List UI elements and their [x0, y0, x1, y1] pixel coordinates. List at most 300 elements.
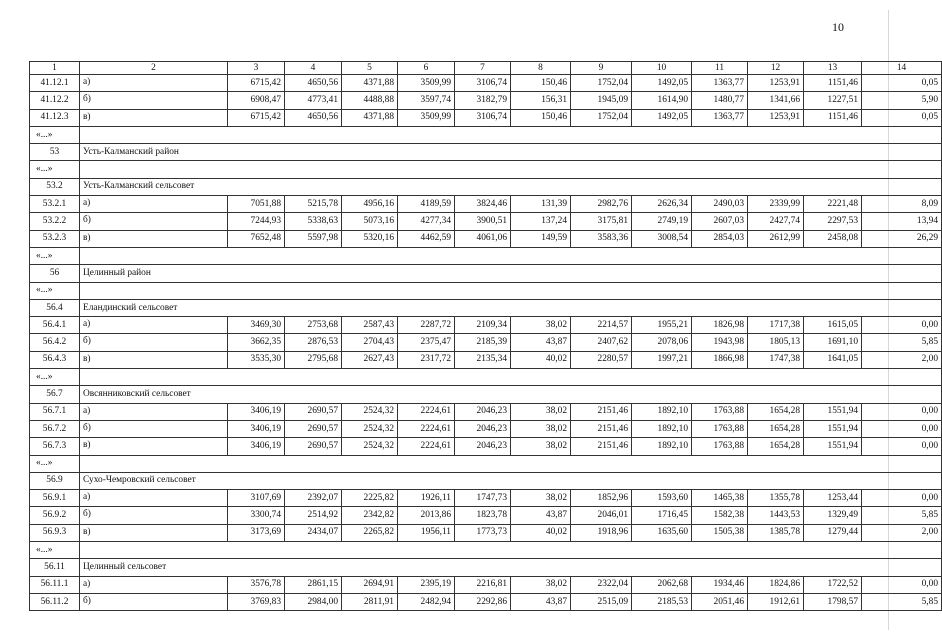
- value-cell: 2185,39: [455, 334, 511, 351]
- value-cell: 131,39: [511, 196, 571, 213]
- table-row: [30, 507, 942, 524]
- value-cell: 2407,62: [571, 334, 632, 351]
- table-row: [30, 593, 942, 610]
- ellipsis-row: [30, 369, 942, 386]
- value-cell: 3576,78: [228, 576, 285, 593]
- value-cell: 2046,23: [455, 403, 511, 420]
- value-cell: 1717,38: [748, 317, 804, 334]
- value-cell: 3769,83: [228, 593, 285, 610]
- value-cell: 149,59: [511, 230, 571, 247]
- section-label: Овсянниковский сельсовет: [80, 386, 942, 403]
- value-cell: 3008,54: [632, 230, 692, 247]
- value-cell: 3300,74: [228, 507, 285, 524]
- ellipsis-row: [30, 126, 942, 143]
- value-cell: 2811,91: [342, 593, 398, 610]
- value-cell: 1997,21: [632, 351, 692, 368]
- value-cell: 38,02: [511, 576, 571, 593]
- value-cell: 3106,74: [455, 109, 511, 126]
- value-cell: 38,02: [511, 490, 571, 507]
- value-cell: 2342,82: [342, 507, 398, 524]
- value-cell: 1945,09: [571, 92, 632, 109]
- value-cell: 1635,60: [632, 524, 692, 541]
- value-cell: 0,05: [862, 109, 942, 126]
- row-variant: б): [80, 92, 228, 109]
- value-cell: 2224,61: [398, 420, 455, 437]
- row-code: 53.2.1: [30, 196, 80, 213]
- row-variant: а): [80, 317, 228, 334]
- section-label: Целинный сельсовет: [80, 559, 942, 576]
- row-variant: в): [80, 351, 228, 368]
- value-cell: 1582,38: [692, 507, 748, 524]
- value-cell: 2224,61: [398, 438, 455, 455]
- row-code: 56.4.2: [30, 334, 80, 351]
- value-cell: 0,00: [862, 576, 942, 593]
- column-header: 10: [632, 62, 692, 75]
- column-header: 4: [285, 62, 342, 75]
- value-cell: 0,00: [862, 317, 942, 334]
- row-code: 56.4: [30, 299, 80, 316]
- row-code: 56.9: [30, 472, 80, 489]
- value-cell: 2,00: [862, 351, 942, 368]
- column-header: 14: [862, 62, 942, 75]
- table-row: [30, 196, 942, 213]
- row-variant: б): [80, 213, 228, 230]
- value-cell: 43,87: [511, 334, 571, 351]
- value-cell: 1773,73: [455, 524, 511, 541]
- value-cell: 4773,41: [285, 92, 342, 109]
- value-cell: 1823,78: [455, 507, 511, 524]
- value-cell: 2524,32: [342, 420, 398, 437]
- column-header: 8: [511, 62, 571, 75]
- value-cell: 2265,82: [342, 524, 398, 541]
- value-cell: 1654,28: [748, 438, 804, 455]
- value-cell: 2317,72: [398, 351, 455, 368]
- ellipsis-row: [30, 247, 942, 264]
- value-cell: 1956,11: [398, 524, 455, 541]
- value-cell: 1747,73: [455, 490, 511, 507]
- value-cell: 43,87: [511, 593, 571, 610]
- value-cell: 5,85: [862, 593, 942, 610]
- table-row: [30, 230, 942, 247]
- value-cell: 1253,91: [748, 109, 804, 126]
- value-cell: 2427,74: [748, 213, 804, 230]
- value-cell: 2216,81: [455, 576, 511, 593]
- table-row: [30, 351, 942, 368]
- value-cell: 38,02: [511, 420, 571, 437]
- value-cell: 0,00: [862, 438, 942, 455]
- value-cell: 1654,28: [748, 420, 804, 437]
- table-row: [30, 524, 942, 541]
- value-cell: 3406,19: [228, 403, 285, 420]
- value-cell: 2151,46: [571, 420, 632, 437]
- value-cell: 1763,88: [692, 420, 748, 437]
- ellipsis-spacer: [80, 542, 942, 559]
- value-cell: 1722,52: [804, 576, 862, 593]
- value-cell: 1752,04: [571, 109, 632, 126]
- value-cell: 2051,46: [692, 593, 748, 610]
- tariff-table: [29, 61, 942, 611]
- ellipsis-row: [30, 455, 942, 472]
- ellipsis-spacer: [80, 161, 942, 178]
- value-cell: 2185,53: [632, 593, 692, 610]
- row-variant: а): [80, 196, 228, 213]
- row-variant: б): [80, 420, 228, 437]
- ellipsis-spacer: [80, 455, 942, 472]
- table-row: [30, 490, 942, 507]
- value-cell: 1443,53: [748, 507, 804, 524]
- row-code: 41.12.1: [30, 75, 80, 92]
- section-label: Усть-Калманский сельсовет: [80, 178, 942, 195]
- value-cell: 3406,19: [228, 420, 285, 437]
- ellipsis-marker: «...»: [30, 247, 80, 264]
- value-cell: 2612,99: [748, 230, 804, 247]
- value-cell: 1826,98: [692, 317, 748, 334]
- column-header: 5: [342, 62, 398, 75]
- value-cell: 5073,16: [342, 213, 398, 230]
- value-cell: 1227,51: [804, 92, 862, 109]
- row-code: 56.11.2: [30, 593, 80, 610]
- value-cell: 2607,03: [692, 213, 748, 230]
- value-cell: 1355,78: [748, 490, 804, 507]
- value-cell: 3900,51: [455, 213, 511, 230]
- section-label: Целинный район: [80, 265, 942, 282]
- value-cell: 26,29: [862, 230, 942, 247]
- ellipsis-spacer: [80, 369, 942, 386]
- value-cell: 4488,88: [342, 92, 398, 109]
- value-cell: 1852,96: [571, 490, 632, 507]
- column-header: 9: [571, 62, 632, 75]
- value-cell: 3469,30: [228, 317, 285, 334]
- value-cell: 1614,90: [632, 92, 692, 109]
- value-cell: 2046,01: [571, 507, 632, 524]
- row-variant: б): [80, 593, 228, 610]
- column-header: 7: [455, 62, 511, 75]
- row-code: 56.4.1: [30, 317, 80, 334]
- value-cell: 3175,81: [571, 213, 632, 230]
- value-cell: 2749,19: [632, 213, 692, 230]
- value-cell: 43,87: [511, 507, 571, 524]
- value-cell: 40,02: [511, 524, 571, 541]
- row-variant: в): [80, 524, 228, 541]
- value-cell: 2458,08: [804, 230, 862, 247]
- table-row: [30, 92, 942, 109]
- value-cell: 1551,94: [804, 403, 862, 420]
- value-cell: 2524,32: [342, 403, 398, 420]
- value-cell: 1926,11: [398, 490, 455, 507]
- value-cell: 2297,53: [804, 213, 862, 230]
- ellipsis-marker: «...»: [30, 282, 80, 299]
- value-cell: 1892,10: [632, 420, 692, 437]
- column-header: 12: [748, 62, 804, 75]
- value-cell: 4189,59: [398, 196, 455, 213]
- value-cell: 2795,68: [285, 351, 342, 368]
- value-cell: 3597,74: [398, 92, 455, 109]
- value-cell: 156,31: [511, 92, 571, 109]
- ellipsis-marker: «...»: [30, 455, 80, 472]
- value-cell: 5215,78: [285, 196, 342, 213]
- value-cell: 1492,05: [632, 109, 692, 126]
- value-cell: 2013,86: [398, 507, 455, 524]
- value-cell: 2392,07: [285, 490, 342, 507]
- value-cell: 1151,46: [804, 75, 862, 92]
- value-cell: 1641,05: [804, 351, 862, 368]
- table-row: [30, 213, 942, 230]
- value-cell: 3583,36: [571, 230, 632, 247]
- value-cell: 1752,04: [571, 75, 632, 92]
- value-cell: 2861,15: [285, 576, 342, 593]
- value-cell: 5,85: [862, 507, 942, 524]
- value-cell: 1253,44: [804, 490, 862, 507]
- value-cell: 3107,69: [228, 490, 285, 507]
- value-cell: 2339,99: [748, 196, 804, 213]
- value-cell: 2514,92: [285, 507, 342, 524]
- value-cell: 1492,05: [632, 75, 692, 92]
- value-cell: 0,00: [862, 490, 942, 507]
- column-header: 2: [80, 62, 228, 75]
- value-cell: 2151,46: [571, 438, 632, 455]
- value-cell: 1615,05: [804, 317, 862, 334]
- value-cell: 2690,57: [285, 403, 342, 420]
- value-cell: 1363,77: [692, 75, 748, 92]
- value-cell: 2221,48: [804, 196, 862, 213]
- table-row: [30, 334, 942, 351]
- value-cell: 0,00: [862, 403, 942, 420]
- value-cell: 2046,23: [455, 420, 511, 437]
- section-row: [30, 265, 942, 282]
- value-cell: 7051,88: [228, 196, 285, 213]
- section-row: [30, 559, 942, 576]
- row-code: 56.11.1: [30, 576, 80, 593]
- value-cell: 0,05: [862, 75, 942, 92]
- value-cell: 137,24: [511, 213, 571, 230]
- value-cell: 3509,99: [398, 109, 455, 126]
- row-variant: а): [80, 576, 228, 593]
- value-cell: 2694,91: [342, 576, 398, 593]
- row-code: 53.2: [30, 178, 80, 195]
- section-row: [30, 386, 942, 403]
- value-cell: 13,94: [862, 213, 942, 230]
- value-cell: 2627,43: [342, 351, 398, 368]
- value-cell: 1805,13: [748, 334, 804, 351]
- value-cell: 150,46: [511, 75, 571, 92]
- value-cell: 1505,38: [692, 524, 748, 541]
- value-cell: 3173,69: [228, 524, 285, 541]
- value-cell: 3535,30: [228, 351, 285, 368]
- row-variant: а): [80, 490, 228, 507]
- value-cell: 1798,57: [804, 593, 862, 610]
- value-cell: 4371,88: [342, 75, 398, 92]
- value-cell: 1151,46: [804, 109, 862, 126]
- value-cell: 2046,23: [455, 438, 511, 455]
- row-code: 56.11: [30, 559, 80, 576]
- row-code: 41.12.2: [30, 92, 80, 109]
- section-row: [30, 144, 942, 161]
- value-cell: 5597,98: [285, 230, 342, 247]
- value-cell: 4277,34: [398, 213, 455, 230]
- row-code: 56.7.1: [30, 403, 80, 420]
- ellipsis-spacer: [80, 126, 942, 143]
- value-cell: 7652,48: [228, 230, 285, 247]
- ellipsis-marker: «...»: [30, 126, 80, 143]
- value-cell: 4371,88: [342, 109, 398, 126]
- value-cell: 1253,91: [748, 75, 804, 92]
- value-cell: 2490,03: [692, 196, 748, 213]
- value-cell: 2225,82: [342, 490, 398, 507]
- value-cell: 3824,46: [455, 196, 511, 213]
- row-variant: в): [80, 109, 228, 126]
- value-cell: 2854,03: [692, 230, 748, 247]
- value-cell: 2,00: [862, 524, 942, 541]
- value-cell: 1892,10: [632, 403, 692, 420]
- value-cell: 1341,66: [748, 92, 804, 109]
- value-cell: 2482,94: [398, 593, 455, 610]
- ellipsis-row: [30, 542, 942, 559]
- section-row: [30, 472, 942, 489]
- ellipsis-spacer: [80, 247, 942, 264]
- value-cell: 3406,19: [228, 438, 285, 455]
- value-cell: 2287,72: [398, 317, 455, 334]
- value-cell: 2292,86: [455, 593, 511, 610]
- value-cell: 2704,43: [342, 334, 398, 351]
- value-cell: 1763,88: [692, 403, 748, 420]
- value-cell: 6715,42: [228, 109, 285, 126]
- value-cell: 2214,57: [571, 317, 632, 334]
- value-cell: 3106,74: [455, 75, 511, 92]
- value-cell: 1918,96: [571, 524, 632, 541]
- value-cell: 1551,94: [804, 420, 862, 437]
- value-cell: 8,09: [862, 196, 942, 213]
- table-row: [30, 420, 942, 437]
- value-cell: 2109,34: [455, 317, 511, 334]
- page-number: 10: [832, 20, 844, 34]
- table-row: [30, 438, 942, 455]
- row-code: 53.2.2: [30, 213, 80, 230]
- row-code: 56.9.3: [30, 524, 80, 541]
- value-cell: 1279,44: [804, 524, 862, 541]
- value-cell: 1892,10: [632, 438, 692, 455]
- value-cell: 2876,53: [285, 334, 342, 351]
- value-cell: 1943,98: [692, 334, 748, 351]
- value-cell: 5,90: [862, 92, 942, 109]
- value-cell: 1763,88: [692, 438, 748, 455]
- value-cell: 4956,16: [342, 196, 398, 213]
- ellipsis-marker: «...»: [30, 369, 80, 386]
- value-cell: 0,00: [862, 420, 942, 437]
- value-cell: 38,02: [511, 317, 571, 334]
- value-cell: 2078,06: [632, 334, 692, 351]
- value-cell: 7244,93: [228, 213, 285, 230]
- row-code: 41.12.3: [30, 109, 80, 126]
- value-cell: 1912,61: [748, 593, 804, 610]
- value-cell: 5320,16: [342, 230, 398, 247]
- row-variant: б): [80, 507, 228, 524]
- value-cell: 1691,10: [804, 334, 862, 351]
- row-code: 53: [30, 144, 80, 161]
- value-cell: 3182,79: [455, 92, 511, 109]
- value-cell: 2062,68: [632, 576, 692, 593]
- ellipsis-marker: «...»: [30, 161, 80, 178]
- value-cell: 2395,19: [398, 576, 455, 593]
- value-cell: 6715,42: [228, 75, 285, 92]
- value-cell: 1551,94: [804, 438, 862, 455]
- value-cell: 4462,59: [398, 230, 455, 247]
- value-cell: 1866,98: [692, 351, 748, 368]
- row-variant: в): [80, 230, 228, 247]
- value-cell: 1465,38: [692, 490, 748, 507]
- table-row: [30, 317, 942, 334]
- value-cell: 2753,68: [285, 317, 342, 334]
- row-variant: б): [80, 334, 228, 351]
- column-header: 1: [30, 62, 80, 75]
- section-label: Усть-Калманский район: [80, 144, 942, 161]
- value-cell: 1593,60: [632, 490, 692, 507]
- value-cell: 2224,61: [398, 403, 455, 420]
- value-cell: 38,02: [511, 403, 571, 420]
- table-row: [30, 109, 942, 126]
- value-cell: 3509,99: [398, 75, 455, 92]
- ellipsis-row: [30, 282, 942, 299]
- value-cell: 2626,34: [632, 196, 692, 213]
- value-cell: 2151,46: [571, 403, 632, 420]
- value-cell: 150,46: [511, 109, 571, 126]
- row-code: 56.7: [30, 386, 80, 403]
- value-cell: 1824,86: [748, 576, 804, 593]
- value-cell: 40,02: [511, 351, 571, 368]
- table-body: [30, 62, 942, 611]
- value-cell: 1716,45: [632, 507, 692, 524]
- section-row: [30, 178, 942, 195]
- value-cell: 2984,00: [285, 593, 342, 610]
- value-cell: 1654,28: [748, 403, 804, 420]
- row-variant: в): [80, 438, 228, 455]
- value-cell: 2280,57: [571, 351, 632, 368]
- value-cell: 5338,63: [285, 213, 342, 230]
- table-row: [30, 75, 942, 92]
- column-header: 13: [804, 62, 862, 75]
- value-cell: 6908,47: [228, 92, 285, 109]
- section-row: [30, 299, 942, 316]
- value-cell: 2515,09: [571, 593, 632, 610]
- value-cell: 2375,47: [398, 334, 455, 351]
- value-cell: 2690,57: [285, 438, 342, 455]
- value-cell: 5,85: [862, 334, 942, 351]
- value-cell: 2434,07: [285, 524, 342, 541]
- value-cell: 1329,49: [804, 507, 862, 524]
- row-code: 56.7.2: [30, 420, 80, 437]
- value-cell: 2587,43: [342, 317, 398, 334]
- table-row: [30, 576, 942, 593]
- section-label: Сухо-Чемровский сельсовет: [80, 472, 942, 489]
- value-cell: 1385,78: [748, 524, 804, 541]
- row-variant: а): [80, 75, 228, 92]
- row-code: 53.2.3: [30, 230, 80, 247]
- value-cell: 2322,04: [571, 576, 632, 593]
- row-code: 56: [30, 265, 80, 282]
- value-cell: 4650,56: [285, 75, 342, 92]
- value-cell: 2524,32: [342, 438, 398, 455]
- column-header: 6: [398, 62, 455, 75]
- row-code: 56.7.3: [30, 438, 80, 455]
- value-cell: 3662,35: [228, 334, 285, 351]
- header-row: [30, 62, 942, 75]
- section-label: Еландинский сельсовет: [80, 299, 942, 316]
- value-cell: 4061,06: [455, 230, 511, 247]
- row-code: 56.9.2: [30, 507, 80, 524]
- table-row: [30, 403, 942, 420]
- value-cell: 2135,34: [455, 351, 511, 368]
- value-cell: 4650,56: [285, 109, 342, 126]
- row-code: 56.9.1: [30, 490, 80, 507]
